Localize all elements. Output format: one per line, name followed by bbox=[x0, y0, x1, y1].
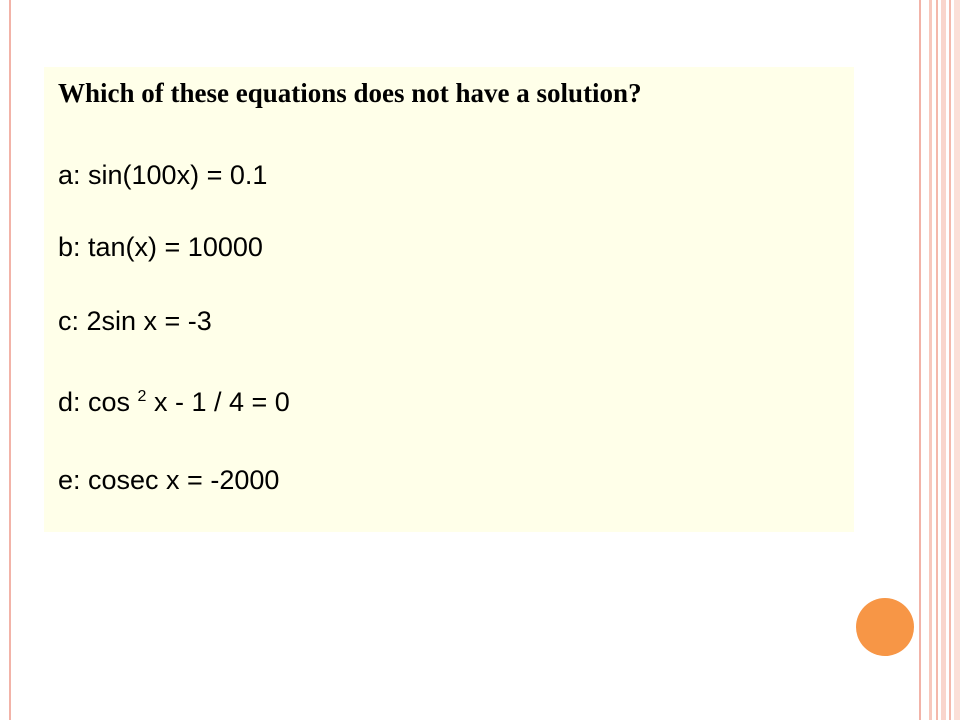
decorative-stripe bbox=[936, 0, 938, 720]
option-d-suffix: x - 1 / 4 = 0 bbox=[146, 387, 290, 417]
accent-circle-icon bbox=[856, 598, 914, 656]
decorative-stripe bbox=[929, 0, 932, 720]
option-e: e: cosec x = -2000 bbox=[58, 465, 280, 495]
option-d bbox=[58, 387, 290, 418]
option-d-exponent: 2 bbox=[137, 388, 147, 405]
decorative-stripe bbox=[954, 0, 960, 720]
option-c: c: 2sin x = -3 bbox=[58, 306, 212, 336]
option-d-prefix: d: cos bbox=[58, 387, 138, 417]
option-b: b: tan(x) = 10000 bbox=[58, 232, 263, 262]
question-text: Which of these equations does not have a solution? bbox=[58, 78, 642, 108]
option-a: a: sin(100x) = 0.1 bbox=[58, 160, 268, 190]
decorative-stripe bbox=[941, 0, 946, 720]
question-box bbox=[44, 67, 854, 532]
decorative-stripe bbox=[949, 0, 951, 720]
